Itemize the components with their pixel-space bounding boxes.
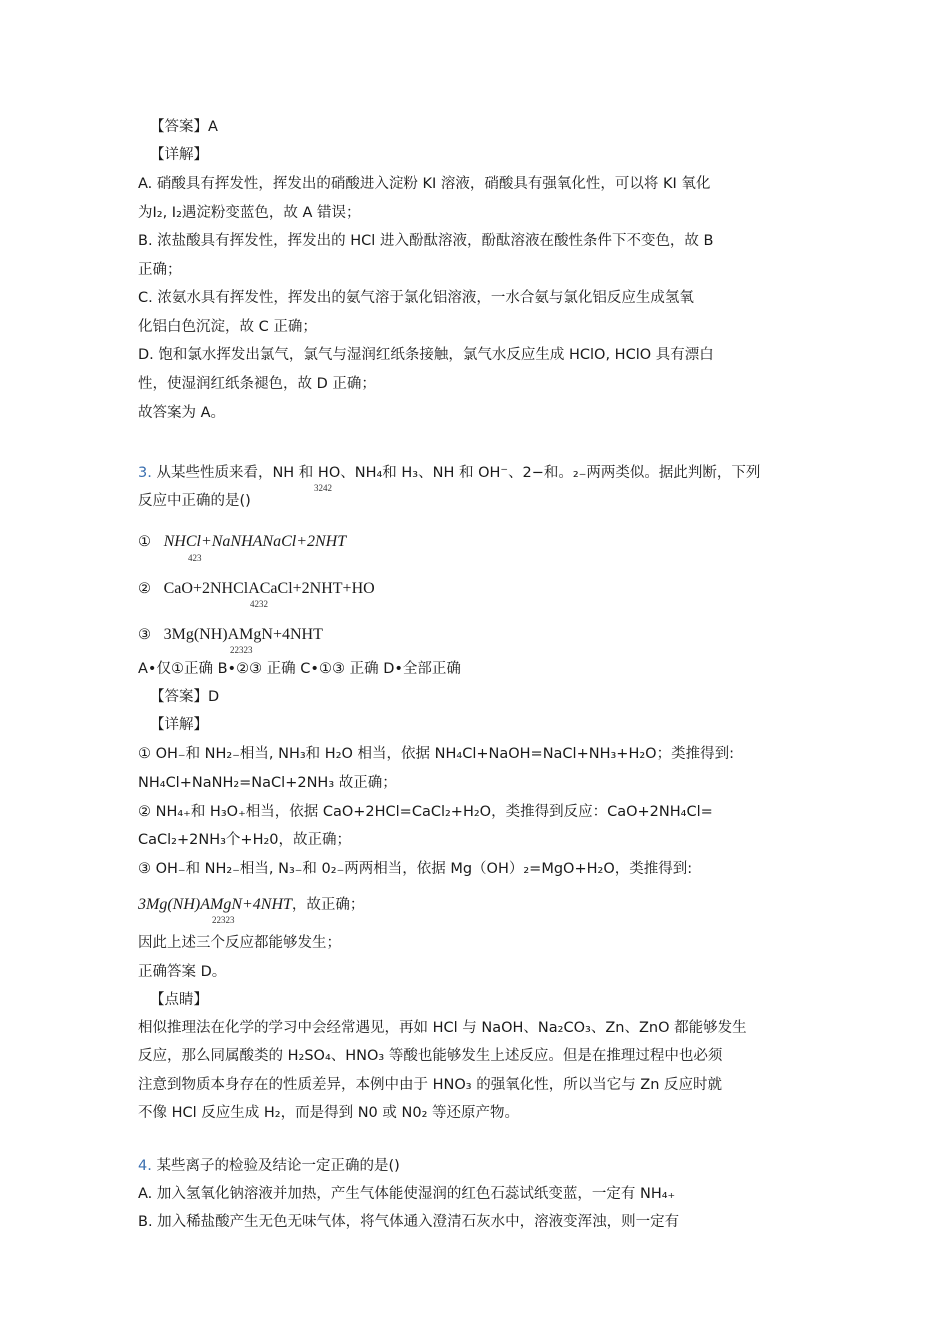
text-line: 为I₂, I₂遇淀粉变蓝色，故 A 错误；	[138, 205, 361, 221]
subscript-digits: 423	[188, 553, 202, 563]
question-stem	[138, 1156, 400, 1176]
option-3	[138, 625, 323, 645]
question-text: 某些离子的检验及结论一定正确的是()	[151, 1158, 400, 1174]
text-line: A. 硝酸具有挥发性，挥发出的硝酸进入淀粉 KI 溶液，硝酸具有强氧化性，可以将 KI 氧化	[138, 176, 711, 192]
text-line: 反应，那么同属酸类的 H₂SO₄、HNO₃ 等酸也能够发生上述反应。但是在推理过程中也必须	[138, 1048, 723, 1064]
option-1	[138, 532, 346, 552]
text-line: D. 饱和氯水挥发出氯气，氯气与湿润红纸条接触，氯气水反应生成 HClO, HClO 具有漂白	[138, 347, 714, 363]
option-equation: CaO+2NHClACaCl+2NHT+HO	[163, 580, 375, 597]
option-equation: 3Mg(NH)AMgN+4NHT	[163, 626, 323, 643]
equation: 3Mg(NH)AMgN+4NHT	[138, 896, 292, 913]
text-line: NH₄Cl+NaNH₂=NaCl+2NH₃ 故正确；	[138, 775, 397, 791]
option-label: ③	[138, 627, 151, 643]
subscript-digits: 3242	[314, 483, 332, 493]
answer-label: 【答案】D	[150, 689, 220, 705]
question-number: 4.	[138, 1158, 152, 1174]
detail-header: 【详解】	[150, 147, 208, 163]
text-line: 性，使湿润红纸条褪色，故 D 正确；	[138, 376, 376, 392]
text-line: 不像 HCl 反应生成 H₂，而是得到 N0 或 N0₂ 等还原产物。	[138, 1105, 519, 1121]
tip-header: 【点睛】	[150, 992, 208, 1008]
subscript-digits: 4232	[250, 599, 268, 609]
text-line: B. 加入稀盐酸产生无色无味气体，将气体通入澄清石灰水中，溶液变浑浊，则一定有	[138, 1214, 680, 1230]
text-line: B. 浓盐酸具有挥发性，挥发出的 HCl 进入酚酞溶液，酚酞溶液在酸性条件下不变色，故 B	[138, 233, 714, 249]
question-number: 3.	[138, 465, 152, 481]
text-line: CaCl₂+2NH₃个+H₂0，故正确；	[138, 832, 352, 848]
text-line: 化铝白色沉淀，故 C 正确；	[138, 319, 317, 335]
answer-label: 【答案】A	[150, 119, 218, 135]
option-2	[138, 579, 375, 599]
equation-tail: ，故正确；	[291, 897, 365, 913]
option-label: ②	[138, 581, 151, 597]
text-line: 因此上述三个反应都能够发生；	[138, 935, 341, 951]
option-equation: NHCl+NaNHANaCl+2NHT	[163, 533, 347, 550]
text-line: 正确答案 D。	[138, 964, 227, 980]
question-text: 从某些性质来看，NH 和 HO、NH₄和 H₃、NH 和 OH⁻、2−和。₂₋两两类似。据此判断，下列	[151, 465, 761, 481]
subscript-digits: 22323	[230, 645, 253, 655]
text-line: ① OH₋和 NH₂₋相当, NH₃和 H₂O 相当，依据 NH₄Cl+NaOH=NaCl+NH₃+H₂O；类推得到:	[138, 746, 734, 762]
text-line: 相似推理法在化学的学习中会经常遇见，再如 HCl 与 NaOH、Na₂CO₃、Zn、ZnO 都能够发生	[138, 1020, 747, 1036]
equation-line	[138, 895, 364, 915]
text-line: A. 加入氢氧化钠溶液并加热，产生气体能使湿润的红色石蕊试纸变蓝，一定有 NH₄₊	[138, 1186, 676, 1202]
option-label: ①	[138, 534, 151, 550]
text-line: ② NH₄₊和 H₃O₊相当，依据 CaO+2HCl=CaCl₂+H₂O，类推得到反应：CaO+2NH₄Cl=	[138, 804, 713, 820]
text-line: C. 浓氨水具有挥发性，挥发出的氨气溶于氯化铝溶液，一水合氨与氯化铝反应生成氢氧	[138, 290, 694, 306]
text-line: 注意到物质本身存在的性质差异，本例中由于 HNO₃ 的强氧化性，所以当它与 Zn 反应时就	[138, 1077, 723, 1093]
question-stem	[138, 463, 760, 483]
text-line: 正确；	[138, 262, 182, 278]
detail-header: 【详解】	[150, 717, 208, 733]
text-line: ③ OH₋和 NH₂₋相当, N₃₋和 0₂₋两两相当，依据 Mg（OH）₂=MgO+H₂O，类推得到:	[138, 861, 693, 877]
choices: A•仅①正确 B•②③ 正确 C•①③ 正确 D•全部正确	[138, 661, 461, 677]
text-line: 故答案为 A。	[138, 405, 226, 421]
subscript-digits: 22323	[212, 915, 235, 925]
question-text: 反应中正确的是()	[138, 493, 251, 509]
